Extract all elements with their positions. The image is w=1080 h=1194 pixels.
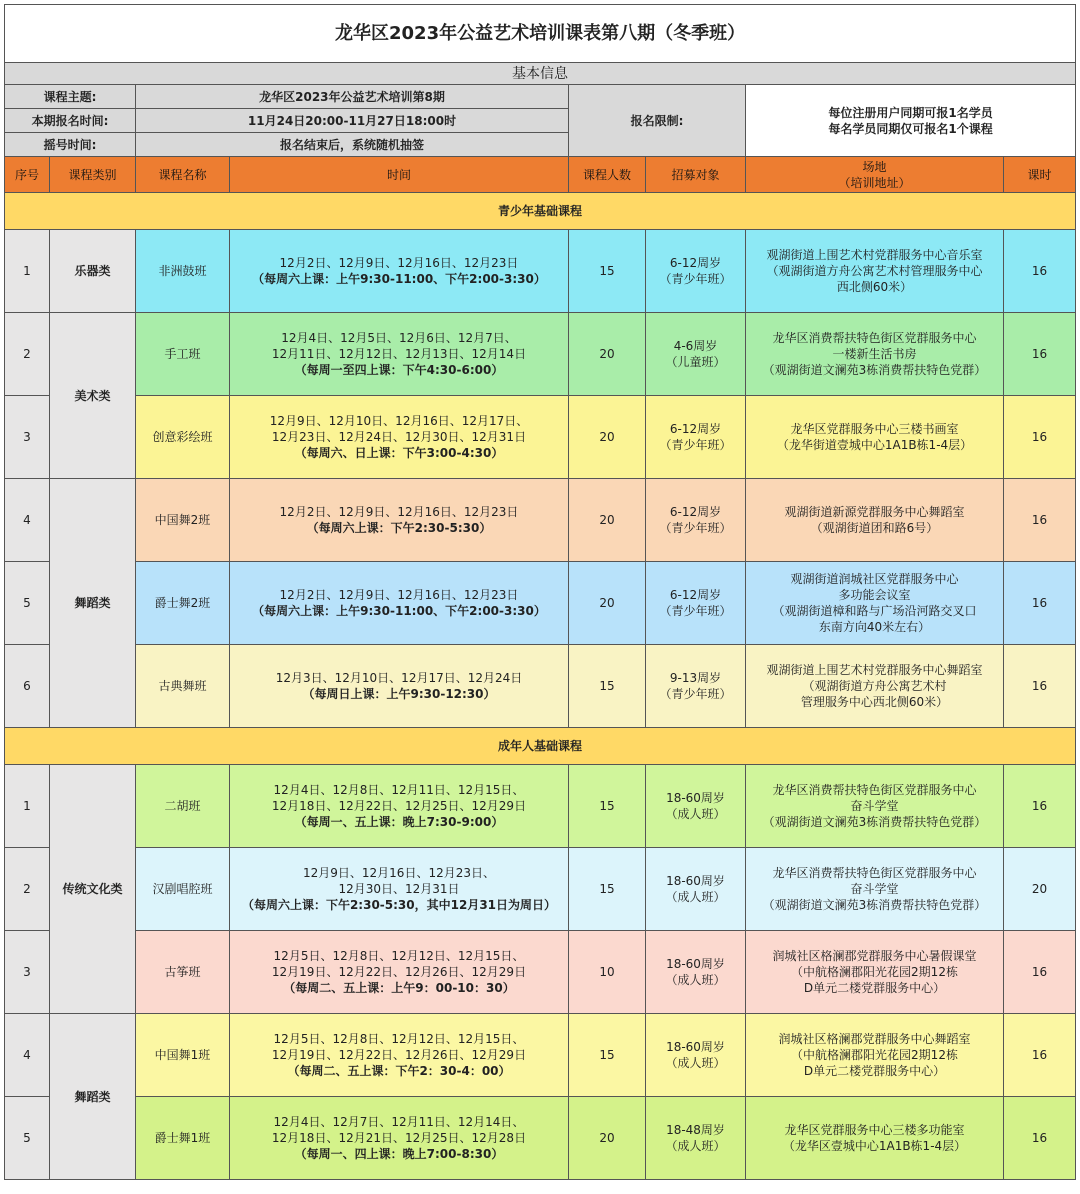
course-name: 爵士舞1班 — [136, 1097, 230, 1180]
course-time-line: 12月11日、12月12日、12月13日、12月14日 — [271, 347, 527, 361]
course-venue — [746, 230, 1004, 313]
course-time-note: （每周一、五上课：晚上7:30-9:00） — [294, 815, 504, 829]
table-row — [5, 396, 1076, 479]
limit-value — [746, 85, 1076, 157]
course-time-note: （每周六上课：上午9:30-11:00、下午2:00-3:30） — [252, 272, 546, 286]
course-venue-line: 奋斗学堂 — [850, 882, 899, 896]
course-time-line: 12月18日、12月22日、12月25日、12月29日 — [271, 799, 527, 813]
course-hours: 16 — [1004, 931, 1076, 1014]
row-index: 4 — [5, 1014, 50, 1097]
course-count: 20 — [569, 562, 646, 645]
row-category: 舞蹈类 — [50, 1014, 136, 1180]
course-venue-line: （观湖街道方舟公寓艺术村管理服务中心 — [766, 264, 983, 278]
section-row — [5, 728, 1076, 765]
course-venue-line: （龙华区壹城中心1A1B栋1-4层） — [782, 1139, 967, 1153]
course-time-line: 12月9日、12月16日、12月23日、 — [303, 866, 495, 880]
course-venue — [746, 562, 1004, 645]
course-venue — [746, 765, 1004, 848]
course-time-line: 12月23日、12月24日、12月30日、12月31日 — [271, 430, 527, 444]
course-time-line: 12月18日、12月21日、12月25日、12月28日 — [271, 1131, 527, 1145]
header-venue-line-1: 场地 — [862, 159, 887, 174]
course-time — [230, 230, 569, 313]
row-category: 乐器类 — [50, 230, 136, 313]
course-time-note: （每周一至四上课：下午4:30-6:00） — [294, 363, 504, 377]
course-target — [646, 562, 746, 645]
table-row — [5, 562, 1076, 645]
course-venue-line: （观湖街道文澜苑3栋消费帮扶特色党群） — [762, 898, 987, 912]
course-count: 15 — [569, 645, 646, 728]
row-index: 2 — [5, 848, 50, 931]
course-time-note: （每周六上课：下午2:30-5:30，其中12月31日为周日） — [241, 898, 557, 912]
course-target-line: （成人班） — [665, 890, 726, 904]
section-title: 青少年基础课程 — [5, 193, 1076, 230]
course-venue-line: （观湖街道樟和路与广场沿河路交叉口 — [772, 604, 977, 618]
course-target-line: （成人班） — [665, 973, 726, 987]
course-time-note: （每周六上课：下午2:30-5:30） — [306, 521, 492, 535]
course-target-line: 18-48周岁 — [666, 1123, 725, 1137]
course-venue-line: 一楼新生活书房 — [832, 347, 917, 361]
course-name: 古筝班 — [136, 931, 230, 1014]
section-row — [5, 193, 1076, 230]
course-name: 中国舞2班 — [136, 479, 230, 562]
row-index: 3 — [5, 931, 50, 1014]
course-hours: 16 — [1004, 396, 1076, 479]
course-venue-line: 龙华区消费帮扶特色街区党群服务中心 — [772, 866, 977, 880]
course-name: 古典舞班 — [136, 645, 230, 728]
course-count: 20 — [569, 396, 646, 479]
course-time-line: 12月30日、12月31日 — [338, 882, 460, 896]
course-target — [646, 1097, 746, 1180]
course-hours: 16 — [1004, 1014, 1076, 1097]
course-venue-line: （观湖街道文澜苑3栋消费帮扶特色党群） — [762, 815, 987, 829]
header-venue — [746, 157, 1004, 193]
limit-label: 报名限制: — [569, 85, 746, 157]
header-count: 课程人数 — [569, 157, 646, 193]
row-index: 5 — [5, 562, 50, 645]
course-time-line: 12月19日、12月22日、12月26日、12月29日 — [271, 1048, 527, 1062]
course-venue-line: （观湖街道文澜苑3栋消费帮扶特色党群） — [762, 363, 987, 377]
course-venue — [746, 848, 1004, 931]
course-target-line: （成人班） — [665, 1139, 726, 1153]
header-target: 招募对象 — [646, 157, 746, 193]
column-header-row — [5, 157, 1076, 193]
course-time-note: （每周六、日上课：下午3:00-4:30） — [294, 446, 504, 460]
course-venue — [746, 479, 1004, 562]
course-target-line: 18-60周岁 — [666, 791, 725, 805]
course-target-line: 4-6周岁 — [673, 339, 718, 353]
limit-line-1: 每位注册用户同期可报1名学员 — [828, 105, 993, 120]
section-title: 成年人基础课程 — [5, 728, 1076, 765]
course-venue-line: 奋斗学堂 — [850, 799, 899, 813]
header-time: 时间 — [230, 157, 569, 193]
course-target-line: （青少年班） — [659, 687, 732, 701]
table-row — [5, 1097, 1076, 1180]
row-index: 1 — [5, 765, 50, 848]
course-venue-line: 润城社区格澜郡党群服务中心暑假课堂 — [772, 949, 977, 963]
row-category: 传统文化类 — [50, 765, 136, 1014]
course-venue — [746, 396, 1004, 479]
course-target — [646, 765, 746, 848]
course-venue-line: （龙华街道壹城中心1A1B栋1-4层） — [776, 438, 973, 452]
course-time — [230, 765, 569, 848]
course-time-note: （每周日上课：上午9:30-12:30） — [302, 687, 496, 701]
course-schedule-table — [4, 4, 1076, 1180]
row-category: 舞蹈类 — [50, 479, 136, 728]
course-time-note: （每周六上课：上午9:30-11:00、下午2:00-3:30） — [252, 604, 546, 618]
course-count: 15 — [569, 230, 646, 313]
course-time-note: （每周二、五上课：上午9：00-10：30） — [283, 981, 515, 995]
course-target-line: 9-13周岁 — [669, 671, 722, 685]
course-venue-line: 观湖街道润城社区党群服务中心 — [790, 572, 959, 586]
course-venue — [746, 931, 1004, 1014]
course-name: 中国舞1班 — [136, 1014, 230, 1097]
course-target-line: （儿童班） — [665, 355, 726, 369]
course-venue-line: 观湖街道上围艺术村党群服务中心音乐室 — [766, 248, 983, 262]
course-target-line: 6-12周岁 — [669, 256, 722, 270]
basic-info-header: 基本信息 — [5, 63, 1076, 85]
course-target-line: 6-12周岁 — [669, 588, 722, 602]
course-time — [230, 848, 569, 931]
course-time — [230, 313, 569, 396]
row-index: 4 — [5, 479, 50, 562]
course-venue-line: （观湖街道团和路6号） — [810, 521, 939, 535]
course-target-line: 6-12周岁 — [669, 505, 722, 519]
course-venue-line: 龙华区消费帮扶特色街区党群服务中心 — [772, 331, 977, 345]
course-time — [230, 562, 569, 645]
course-name: 二胡班 — [136, 765, 230, 848]
course-venue-line: （中航格澜郡阳光花园2期12栋 — [791, 1048, 958, 1062]
row-index: 3 — [5, 396, 50, 479]
course-target — [646, 479, 746, 562]
course-venue-line: （中航格澜郡阳光花园2期12栋 — [791, 965, 958, 979]
signup-label: 本期报名时间: — [5, 109, 136, 133]
row-index: 6 — [5, 645, 50, 728]
course-venue — [746, 313, 1004, 396]
course-venue-line: 润城社区格澜郡党群服务中心舞蹈室 — [778, 1032, 971, 1046]
course-name: 手工班 — [136, 313, 230, 396]
course-venue-line: 管理服务中心西北侧60米） — [800, 695, 949, 709]
course-venue-line: D单元二楼党群服务中心） — [803, 981, 946, 995]
course-time-line: 12月3日、12月10日、12月17日、12月24日 — [275, 671, 523, 685]
course-hours: 16 — [1004, 562, 1076, 645]
header-category: 课程类别 — [50, 157, 136, 193]
course-target — [646, 1014, 746, 1097]
lottery-label: 摇号时间: — [5, 133, 136, 157]
course-target — [646, 645, 746, 728]
course-count: 20 — [569, 313, 646, 396]
table-row — [5, 765, 1076, 848]
header-hours: 课时 — [1004, 157, 1076, 193]
course-name: 创意彩绘班 — [136, 396, 230, 479]
course-time — [230, 1014, 569, 1097]
table-row — [5, 1014, 1076, 1097]
course-target — [646, 313, 746, 396]
course-count: 15 — [569, 848, 646, 931]
course-target-line: 18-60周岁 — [666, 957, 725, 971]
course-name: 汉剧唱腔班 — [136, 848, 230, 931]
header-index: 序号 — [5, 157, 50, 193]
header-venue-line-2: （培训地址） — [838, 175, 911, 190]
course-time-line: 12月5日、12月8日、12月12日、12月15日、 — [273, 949, 525, 963]
course-hours: 16 — [1004, 230, 1076, 313]
course-count: 15 — [569, 1014, 646, 1097]
course-time-note: （每周一、四上课：晚上7:00-8:30） — [294, 1147, 504, 1161]
course-time — [230, 396, 569, 479]
course-target — [646, 931, 746, 1014]
course-venue-line: 多功能会议室 — [838, 588, 911, 602]
course-target-line: 18-60周岁 — [666, 874, 725, 888]
course-time — [230, 931, 569, 1014]
limit-line-2: 每名学员同期仅可报名1个课程 — [828, 121, 993, 136]
course-hours: 16 — [1004, 765, 1076, 848]
course-venue-line: 西北侧60米） — [836, 280, 913, 294]
course-target-line: （青少年班） — [659, 272, 732, 286]
course-time-line: 12月19日、12月22日、12月26日、12月29日 — [271, 965, 527, 979]
course-target-line: （成人班） — [665, 807, 726, 821]
course-target-line: （成人班） — [665, 1056, 726, 1070]
table-row — [5, 931, 1076, 1014]
course-venue-line: 龙华区党群服务中心三楼书画室 — [790, 422, 959, 436]
course-hours: 16 — [1004, 479, 1076, 562]
course-venue — [746, 1097, 1004, 1180]
row-index: 5 — [5, 1097, 50, 1180]
course-hours: 16 — [1004, 313, 1076, 396]
course-venue-line: 观湖街道上围艺术村党群服务中心舞蹈室 — [766, 663, 983, 677]
table-row — [5, 479, 1076, 562]
lottery-value: 报名结束后，系统随机抽签 — [136, 133, 569, 157]
course-venue — [746, 1014, 1004, 1097]
row-index: 1 — [5, 230, 50, 313]
course-count: 15 — [569, 765, 646, 848]
course-time-line: 12月2日、12月9日、12月16日、12月23日 — [279, 505, 519, 519]
course-venue-line: D单元二楼党群服务中心） — [803, 1064, 946, 1078]
course-name: 爵士舞2班 — [136, 562, 230, 645]
table-row — [5, 230, 1076, 313]
course-venue — [746, 645, 1004, 728]
course-target — [646, 848, 746, 931]
course-venue-line: 观湖街道新源党群服务中心舞蹈室 — [784, 505, 965, 519]
signup-value: 11月24日20:00-11月27日18:00时 — [136, 109, 569, 133]
page-title: 龙华区2023年公益艺术培训课表第八期（冬季班） — [5, 5, 1076, 63]
course-hours: 16 — [1004, 645, 1076, 728]
course-name: 非洲鼓班 — [136, 230, 230, 313]
course-hours: 20 — [1004, 848, 1076, 931]
course-target-line: 18-60周岁 — [666, 1040, 725, 1054]
theme-value: 龙华区2023年公益艺术培训第8期 — [136, 85, 569, 109]
course-target-line: （青少年班） — [659, 438, 732, 452]
course-target-line: （青少年班） — [659, 521, 732, 535]
course-target-line: （青少年班） — [659, 604, 732, 618]
row-index: 2 — [5, 313, 50, 396]
course-venue-line: 东南方向40米左右） — [818, 620, 931, 634]
course-count: 20 — [569, 479, 646, 562]
theme-label: 课程主题: — [5, 85, 136, 109]
course-time-line: 12月2日、12月9日、12月16日、12月23日 — [279, 588, 519, 602]
table-row — [5, 313, 1076, 396]
course-time-line: 12月4日、12月8日、12月11日、12月15日、 — [273, 783, 525, 797]
table-row — [5, 645, 1076, 728]
course-time-line: 12月4日、12月7日、12月11日、12月14日、 — [273, 1115, 525, 1129]
table-row — [5, 848, 1076, 931]
course-target — [646, 230, 746, 313]
course-count: 20 — [569, 1097, 646, 1180]
course-time-line: 12月2日、12月9日、12月16日、12月23日 — [279, 256, 519, 270]
course-time — [230, 1097, 569, 1180]
course-hours: 16 — [1004, 1097, 1076, 1180]
course-target-line: 6-12周岁 — [669, 422, 722, 436]
course-venue-line: 龙华区消费帮扶特色街区党群服务中心 — [772, 783, 977, 797]
course-venue-line: 龙华区党群服务中心三楼多功能室 — [784, 1123, 965, 1137]
course-time-note: （每周二、五上课：下午2：30-4：00） — [287, 1064, 511, 1078]
course-time-line: 12月5日、12月8日、12月12日、12月15日、 — [273, 1032, 525, 1046]
course-count: 10 — [569, 931, 646, 1014]
header-name: 课程名称 — [136, 157, 230, 193]
course-time — [230, 479, 569, 562]
course-venue-line: （观湖街道方舟公寓艺术村 — [802, 679, 947, 693]
course-time-line: 12月4日、12月5日、12月6日、12月7日、 — [281, 331, 517, 345]
course-time — [230, 645, 569, 728]
row-category: 美术类 — [50, 313, 136, 479]
course-target — [646, 396, 746, 479]
course-time-line: 12月9日、12月10日、12月16日、12月17日、 — [269, 414, 529, 428]
